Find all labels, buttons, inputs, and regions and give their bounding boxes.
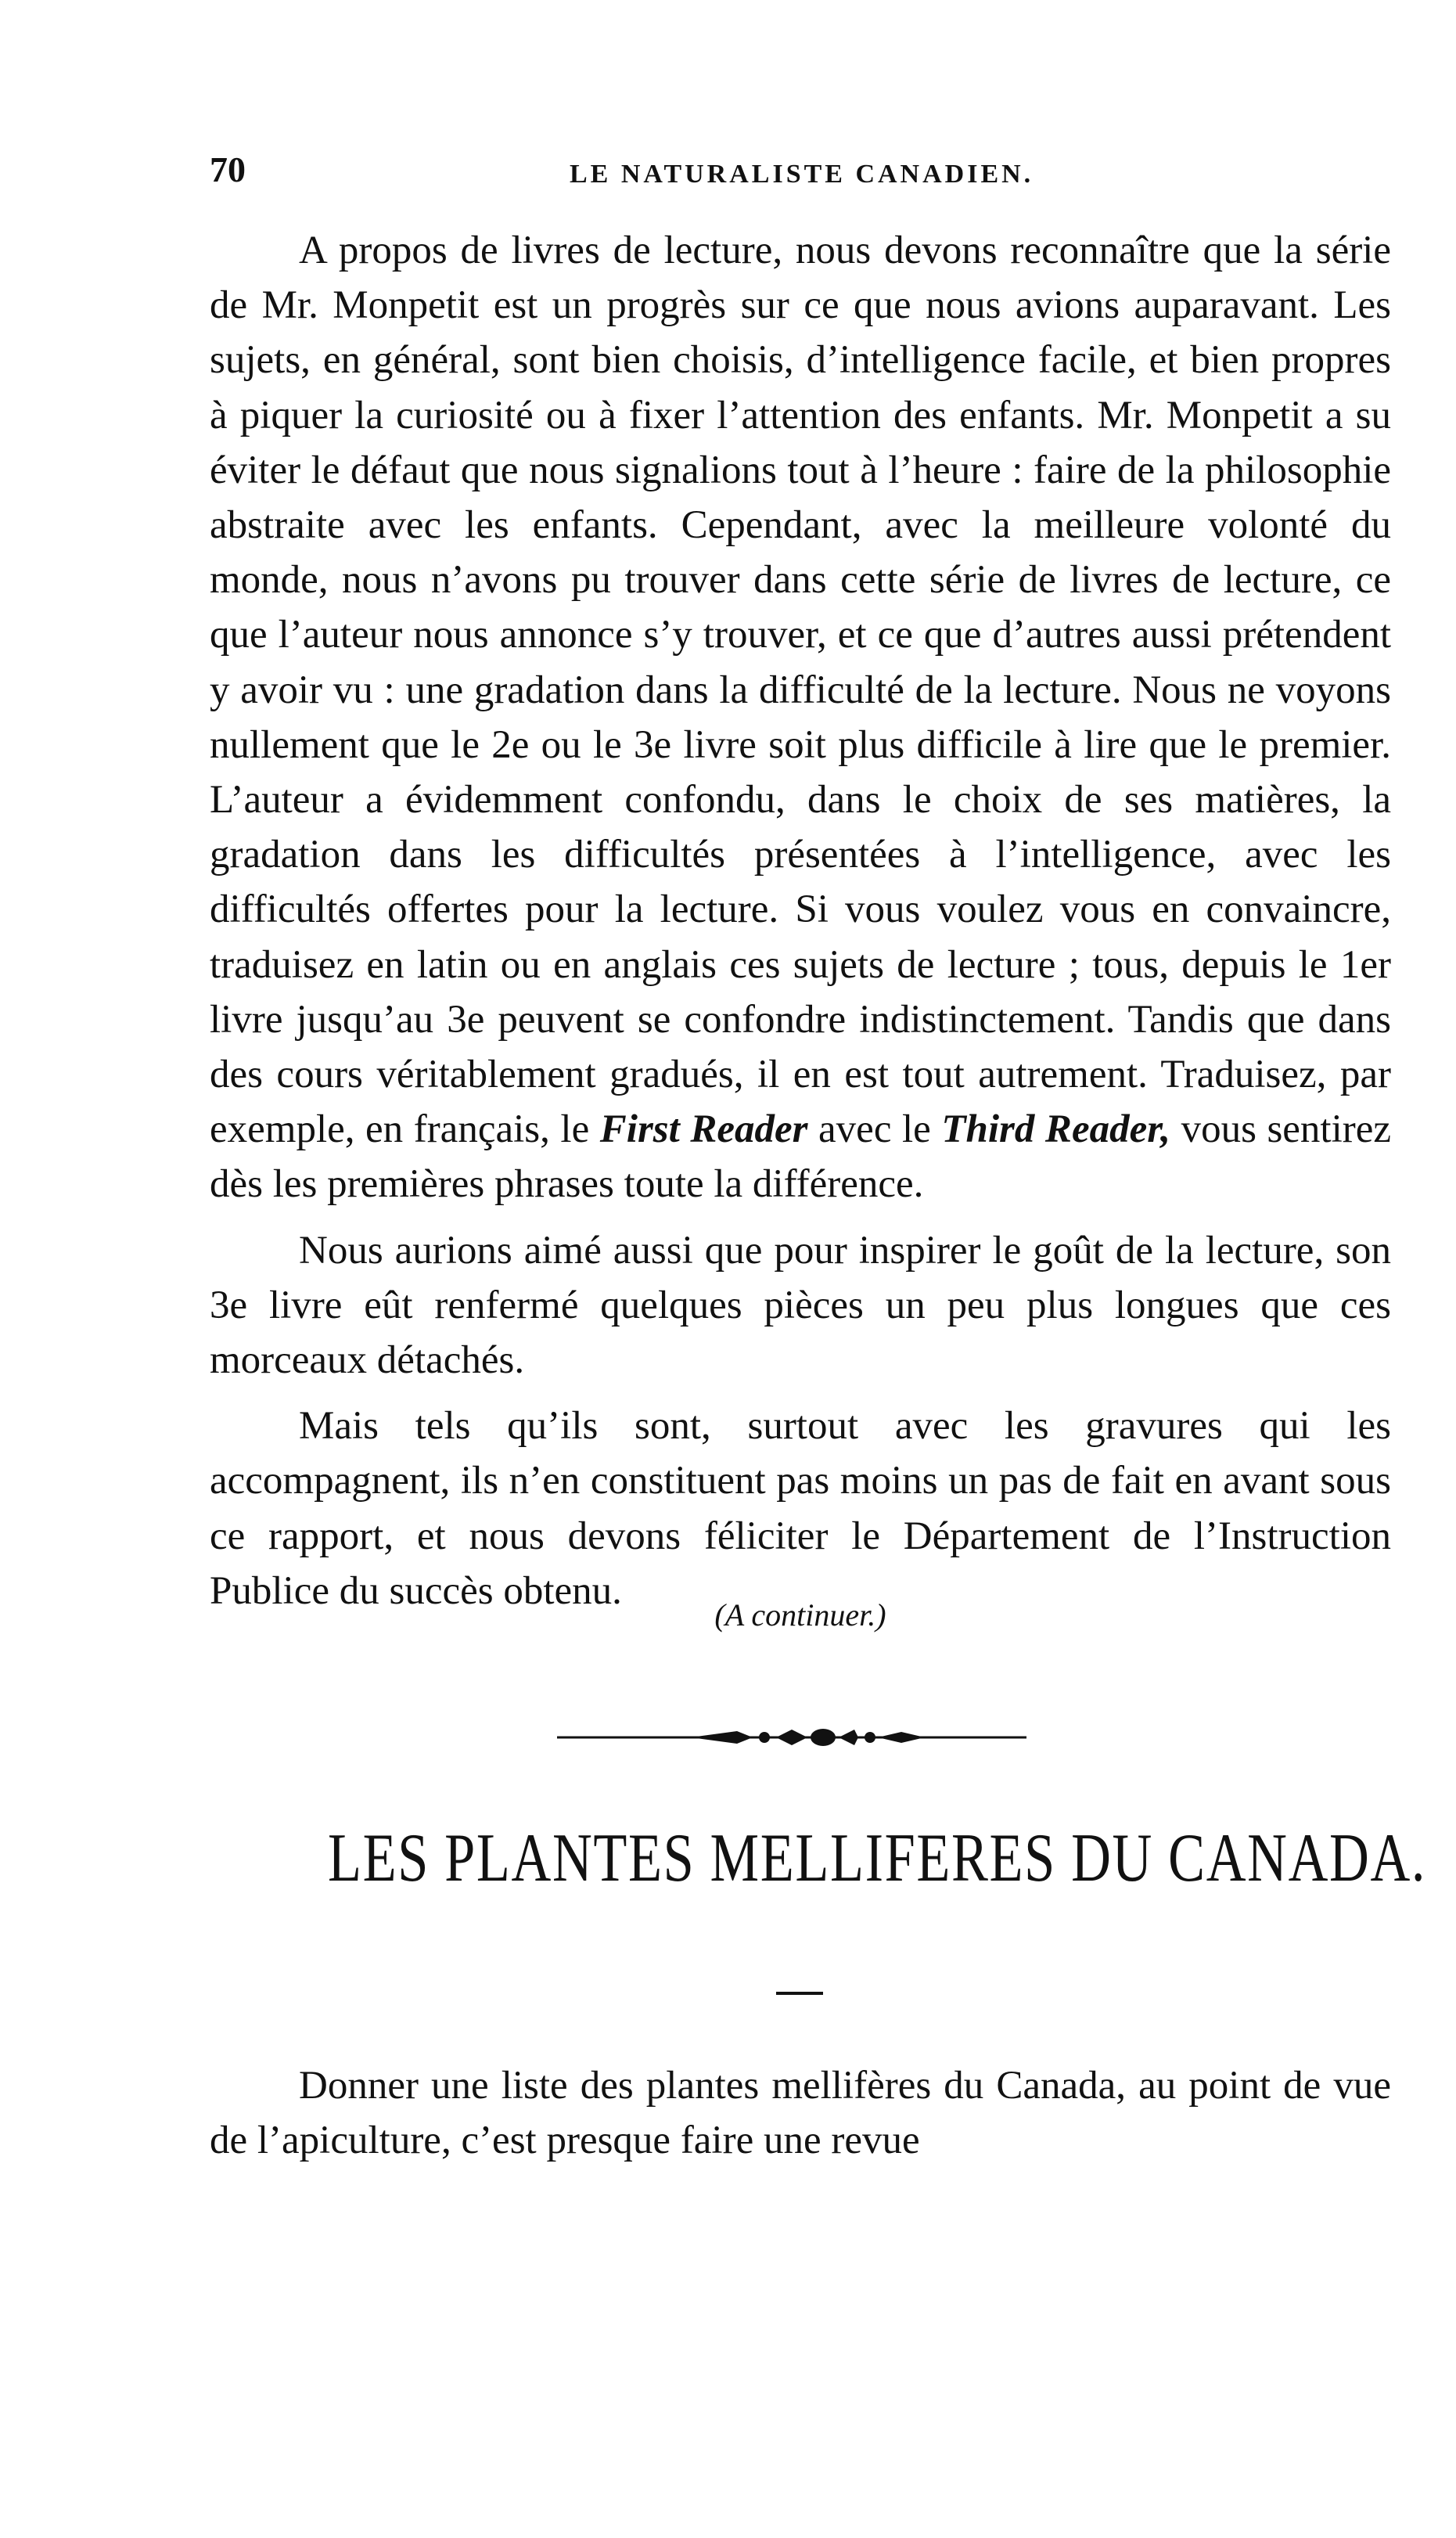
article-body-previous <box>210 223 1391 1618</box>
paragraph-1 <box>210 223 1391 1212</box>
page-header <box>210 149 1391 203</box>
paragraph-2: Nous aurions aimé aussi que pour inspirer le goût de la lecture, son 3e livre eût renfermé quelques pièces un peu plus longues que ces morceaux détachés. <box>210 1228 1391 1383</box>
paragraph-1-end: vous sentirez dès les premières phrases toute la différence. <box>210 1107 1392 1207</box>
title-rule <box>776 1992 823 1995</box>
page-number: 70 <box>210 149 246 189</box>
paragraph-3: Mais tels qu’ils sont, surtout avec les gravures qui les accompagnent, ils n’en constituent pas moins un pas de fait en avant sous ce rapport, et nous devons féliciter le Département de l’Instruction Publice du succès obtenu. <box>210 1404 1391 1613</box>
continued-note: (A continuer.) <box>714 1597 886 1633</box>
third-reader-title: Third Reader, <box>941 1107 1171 1152</box>
paragraph-1-between: avec le <box>818 1107 931 1152</box>
first-reader-title: First Reader <box>599 1107 808 1152</box>
article-title: LES PLANTES MELLIFERES DU CANADA. <box>328 1820 1427 1896</box>
article-paragraph-1: Donner une liste des plantes mellifères du Canada, au point de vue de l’apiculture, c’est presque faire une revue <box>210 2064 1391 2163</box>
article-body <box>210 2058 1391 2168</box>
ornament-divider-icon <box>557 1722 1026 1753</box>
paragraph-1-text: A propos de livres de lecture, nous devons reconnaître que la série de Mr. Monpetit est un progrès sur ce que nous avions auparavant. Les sujets, en général, sont bien choisis, d’intelligence facile, et bien propres à piquer la curiosité ou à fixer l’attention des enfants. Mr. Monpetit a su éviter le défaut que nous signalions tout à l’heure : faire de la philosophie abstraite avec les enfants. Cependant, avec la meilleure volonté du monde, nous n’avons pu trouver dans cette série de livres de lecture, ce que l’auteur nous annonce s’y trouver, et ce que d’autres aussi prétendent y avoir vu : une gradation dans la difficulté de la lecture. Nous ne voyons nullement que le 2e ou le 3e livre soit plus difficile à lire que le premier. L’auteur a évidemment confondu, dans le choix de ses matières, la gradation dans les difficultés présentées à l’intelligence, avec les difficultés offertes pour la lecture. Si vous voulez vous en convaincre, traduisez en latin ou en anglais ces sujets de lecture ; tous, depuis le 1er livre jusqu’au 3e peuvent se confondre indistinctement. Tandis que dans des cours véritablement gradués, il en est tout autrement. Traduisez, par exemple, en français, le <box>210 229 1391 1152</box>
running-title: LE NATURALISTE CANADIEN. <box>570 160 1034 189</box>
